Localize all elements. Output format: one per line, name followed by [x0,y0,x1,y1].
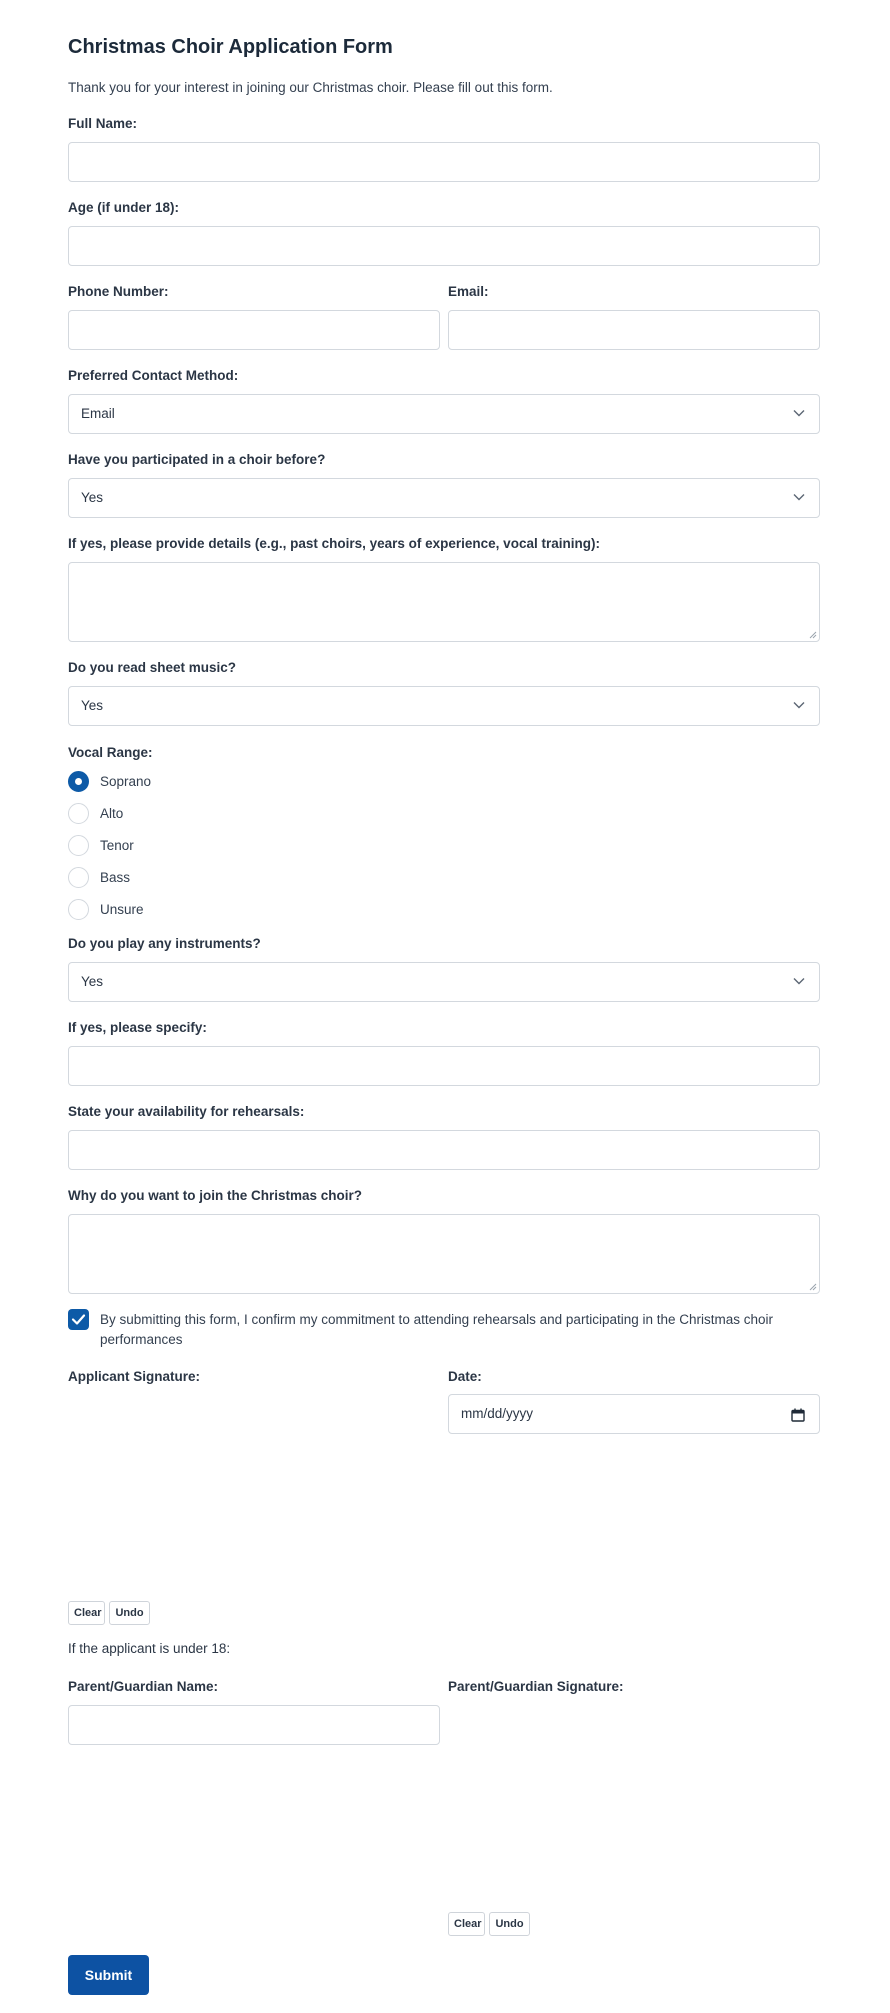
radio-bass[interactable] [68,867,89,888]
choir-before-label: Have you participated in a choir before? [68,452,326,467]
choir-before-select[interactable] [68,478,820,518]
age-input[interactable] [68,226,820,266]
applicant-signature-label: Applicant Signature: [68,1369,201,1384]
sheet-music-select[interactable] [68,686,820,726]
contact-method-label: Preferred Contact Method: [68,368,239,383]
full-name-label: Full Name: [68,116,138,131]
commitment-text: By submitting this form, I confirm my commitment to attending rehearsals and participating in the Christmas choir performances [100,1312,774,1347]
age-label: Age (if under 18): [68,200,180,215]
resize-grip-icon[interactable] [809,631,817,639]
instruments-specify-label: If yes, please specify: [68,1020,207,1035]
chevron-down-icon [793,493,805,501]
resize-grip-icon[interactable] [809,1283,817,1291]
availability-label: State your availability for rehearsals: [68,1104,305,1119]
calendar-icon[interactable] [791,1408,805,1422]
instruments-specify-input[interactable] [68,1046,820,1086]
submit-button[interactable]: Submit [68,1955,149,1995]
vocal-range-tenor[interactable] [68,833,134,857]
radio-unsure[interactable] [68,899,89,920]
choir-details-label: If yes, please provide details (e.g., past choirs, years of experience, vocal training): [68,536,600,551]
date-placeholder: mm/dd/yyyy [461,1406,534,1421]
choir-details-textarea[interactable] [68,562,820,642]
sheet-music-label: Do you read sheet music? [68,660,237,675]
phone-label: Phone Number: [68,284,169,299]
under-18-note: If the applicant is under 18: [68,1641,231,1656]
applicant-signature-clear-button[interactable]: Clear [68,1601,105,1625]
why-join-textarea[interactable] [68,1214,820,1294]
guardian-signature-label: Parent/Guardian Signature: [448,1679,624,1694]
guardian-signature-pad[interactable] [448,1705,820,1905]
commitment-checkbox[interactable] [68,1309,89,1330]
radio-label: Unsure [100,901,144,917]
instruments-value: Yes [81,974,104,989]
radio-tenor[interactable] [68,835,89,856]
chevron-down-icon [793,977,805,985]
sheet-music-value: Yes [81,698,104,713]
radio-label: Tenor [100,837,134,853]
chevron-down-icon [793,409,805,417]
form-intro: Thank you for your interest in joining our Christmas choir. Please fill out this form. [68,80,553,95]
instruments-label: Do you play any instruments? [68,936,261,951]
guardian-signature-clear-button[interactable]: Clear [448,1912,485,1936]
radio-alto[interactable] [68,803,89,824]
email-label: Email: [448,284,489,299]
chevron-down-icon [793,701,805,709]
vocal-range-label: Vocal Range: [68,745,153,760]
form-title: Christmas Choir Application Form [68,36,393,58]
applicant-signature-pad[interactable] [68,1394,440,1594]
contact-method-select[interactable] [68,394,820,434]
choir-before-value: Yes [81,490,104,505]
vocal-range-bass[interactable] [68,865,130,889]
checkmark-icon [68,1309,89,1330]
vocal-range-alto[interactable] [68,801,123,825]
full-name-input[interactable] [68,142,820,182]
phone-input[interactable] [68,310,440,350]
guardian-name-label: Parent/Guardian Name: [68,1679,219,1694]
guardian-signature-undo-button[interactable]: Undo [489,1912,530,1936]
contact-method-value: Email [81,406,115,421]
radio-soprano[interactable] [68,771,89,792]
applicant-signature-undo-button[interactable]: Undo [109,1601,150,1625]
radio-label: Soprano [100,773,152,789]
vocal-range-unsure[interactable] [68,897,144,921]
guardian-name-input[interactable] [68,1705,440,1745]
date-label: Date: [448,1369,482,1384]
date-input[interactable] [448,1394,820,1434]
why-join-label: Why do you want to join the Christmas choir? [68,1188,363,1203]
email-input[interactable] [448,310,820,350]
instruments-select[interactable] [68,962,820,1002]
vocal-range-soprano[interactable] [68,769,151,793]
availability-input[interactable] [68,1130,820,1170]
radio-label: Alto [100,805,124,821]
radio-label: Bass [100,869,131,885]
